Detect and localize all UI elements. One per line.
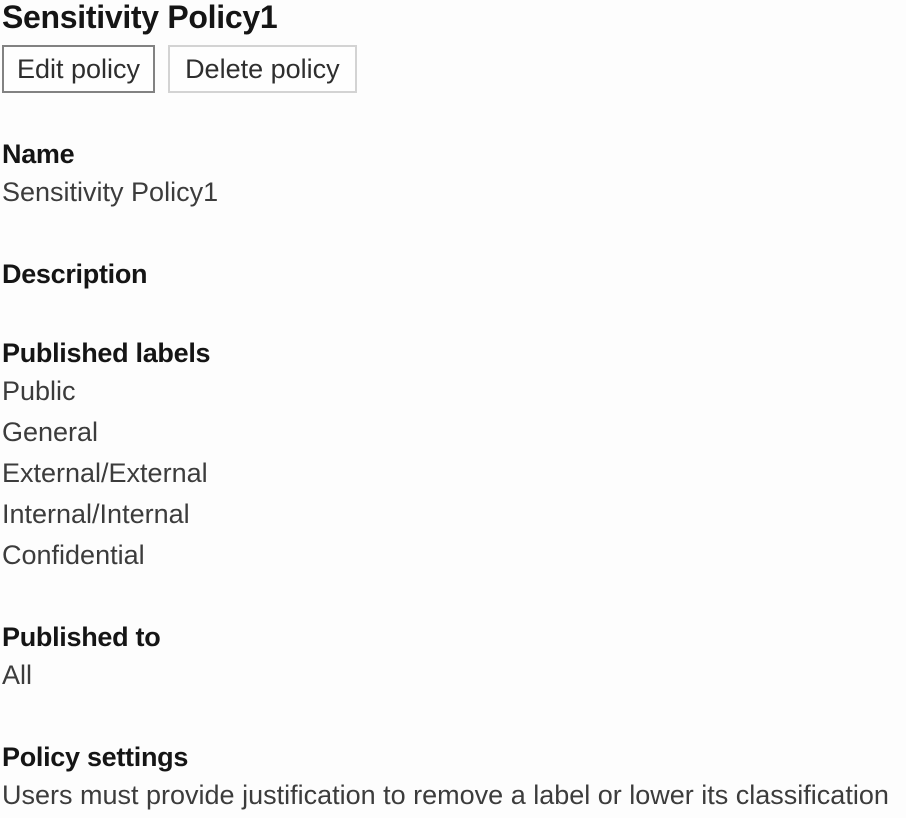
published-label-item: Public (2, 376, 76, 406)
policy-settings-heading: Policy settings (2, 742, 189, 772)
policy-settings-value: Users must provide justification to remove a label or lower its classification (2, 780, 889, 810)
delete-policy-button[interactable]: Delete policy (168, 45, 357, 93)
name-section (2, 137, 906, 213)
page-title: Sensitivity Policy1 (2, 0, 278, 35)
name-value: Sensitivity Policy1 (2, 177, 219, 207)
published-to-section (2, 620, 906, 696)
description-heading: Description (2, 259, 148, 289)
description-section (2, 257, 906, 292)
published-label-item: Internal/Internal (2, 499, 190, 529)
toolbar (2, 45, 906, 93)
published-label-item: General (2, 417, 99, 447)
policy-settings-section (2, 740, 906, 816)
published-labels-heading: Published labels (2, 338, 211, 368)
published-to-heading: Published to (2, 622, 161, 652)
published-label-item: Confidential (2, 540, 145, 570)
published-to-value: All (2, 660, 33, 690)
edit-policy-button[interactable]: Edit policy (2, 45, 155, 93)
published-label-item: External/External (2, 458, 208, 488)
published-labels-section (2, 336, 906, 576)
name-heading: Name (2, 139, 75, 169)
